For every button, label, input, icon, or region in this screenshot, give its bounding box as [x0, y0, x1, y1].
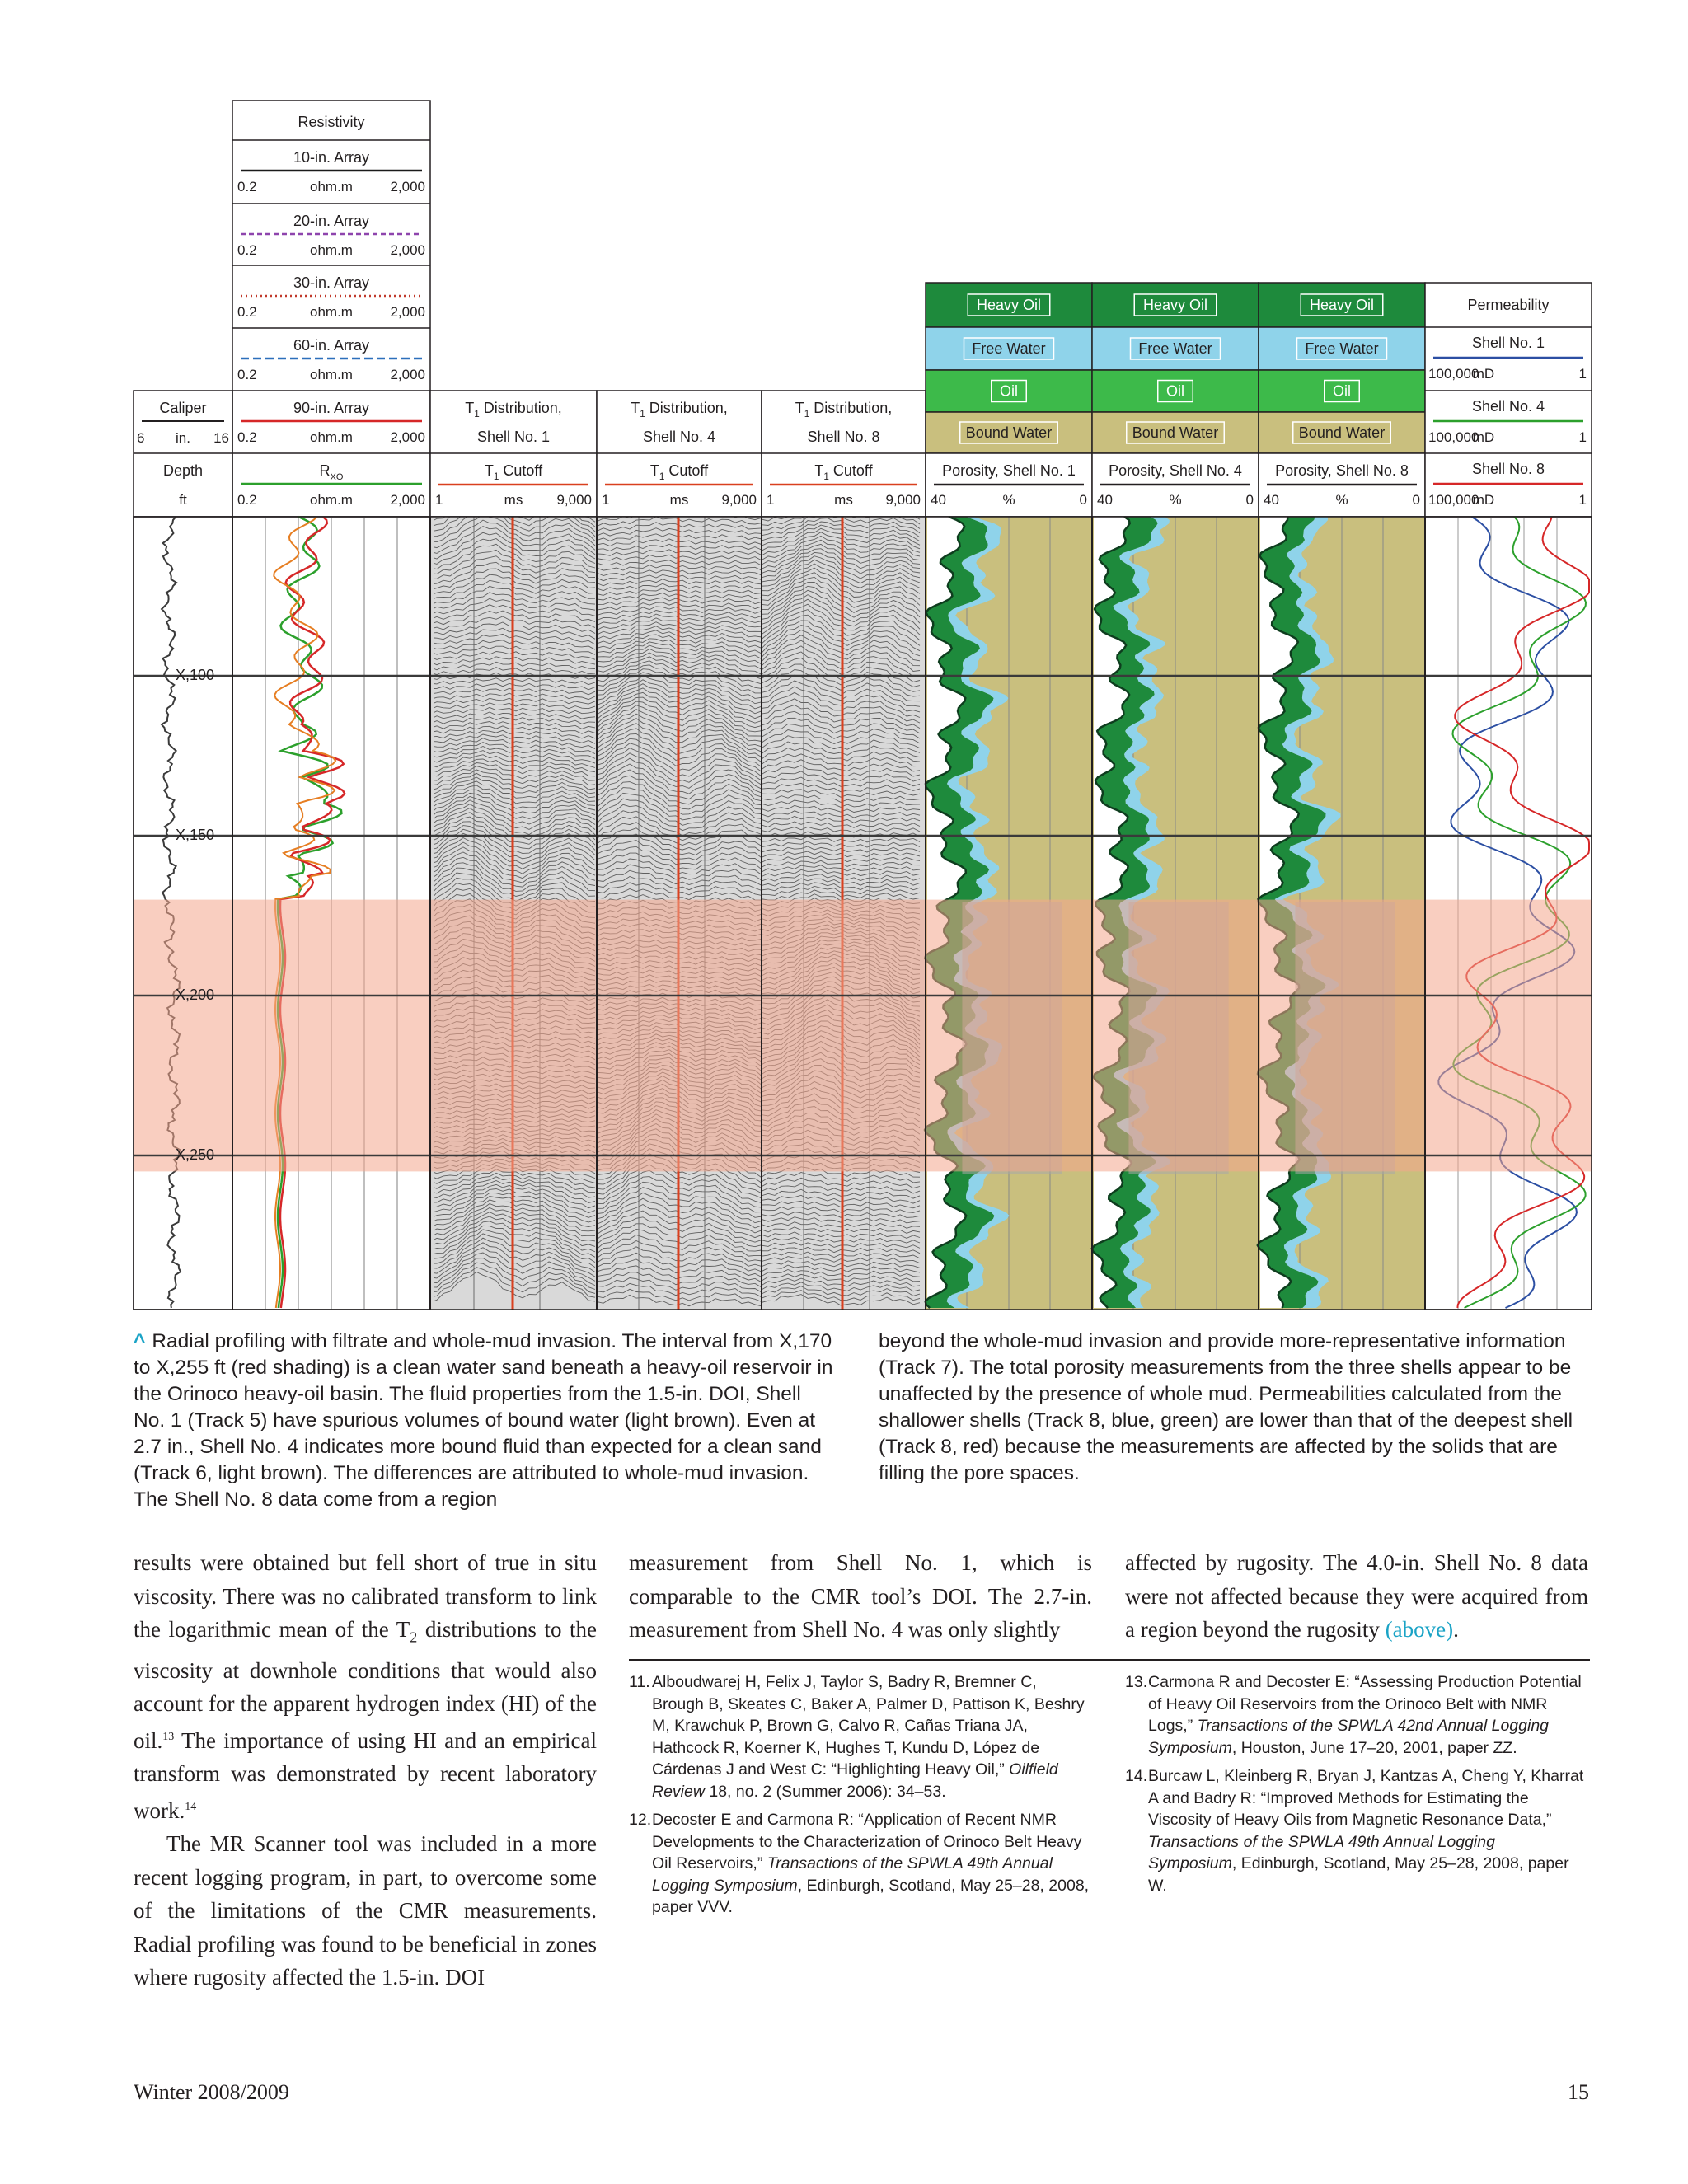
scale-min: 6	[137, 430, 145, 446]
porosity-label: Porosity, Shell No. 8	[1275, 462, 1409, 479]
scale-min: 0.2	[237, 429, 257, 445]
scale-min: 40	[931, 492, 946, 508]
reference-number: 13.	[1125, 1673, 1148, 1691]
fluid-legend-label: Oil	[1000, 382, 1018, 400]
water-sand-shading	[134, 900, 1592, 1172]
page-number: 15	[1568, 2080, 1589, 2104]
scale-min: 100,000	[1428, 492, 1479, 508]
body-paragraph-4: affected by rugosity. The 4.0-in. Shell No. 8 data were not affected because they were acquired from a region beyond the rugosity (above).	[1125, 1550, 1588, 1642]
depth-unit: ft	[179, 492, 187, 508]
scale-min: 0.2	[237, 179, 257, 194]
above-link[interactable]: (above)	[1385, 1617, 1454, 1642]
scale-unit: ohm.m	[310, 492, 353, 508]
curve-label: 20-in. Array	[293, 213, 370, 229]
reference-text: Burcaw L, Kleinberg R, Bryan J, Kantzas A, Cheng Y, Kharrat A and Badry R: “Improved Methods for Estimating the Viscosity of Heavy Oils from Magnetic Resonance Data,” Transactions of the SPWLA 49th Annual Logging Symposium, Edinburgh, Scotland, May 25–28, 2008, paper W.	[1148, 1767, 1584, 1895]
t1-shell: Shell No. 1	[476, 429, 551, 445]
reference-item	[629, 1809, 1090, 1919]
scale-unit: mD	[1472, 366, 1495, 382]
scale-min: 0.2	[237, 242, 257, 258]
caret-up-icon: ^	[134, 1330, 146, 1352]
caliper-label: Caliper	[159, 400, 207, 416]
fluid-legend-label: Bound Water	[1132, 424, 1219, 441]
scale-min: 100,000	[1428, 429, 1479, 445]
scale-max: 1	[1578, 366, 1587, 382]
scale-unit: ohm.m	[310, 367, 353, 382]
body-column-2	[629, 1546, 1092, 1647]
body-paragraph-3: measurement from Shell No. 1, which is comparable to the CMR tool’s DOI. The 2.7-in. measurement from Shell No. 4 was only slightly	[629, 1550, 1092, 1642]
scale-min: 0.2	[237, 492, 257, 508]
scale-max: 2,000	[390, 492, 425, 508]
porosity-label: Porosity, Shell No. 4	[1109, 462, 1242, 479]
scale-unit: ms	[834, 492, 853, 508]
t1-cutoff-label: $T_1$ Cutoff	[649, 462, 709, 482]
perm-shell-label: Shell No. 4	[1471, 398, 1545, 415]
body-column-1	[134, 1546, 597, 1994]
reference-number: 12.	[629, 1811, 652, 1829]
scale-max: 1	[1578, 429, 1587, 445]
figure-caption-left	[134, 1329, 836, 1513]
curve-label: 60-in. Array	[293, 337, 370, 354]
fluid-legend-label: Heavy Oil	[1142, 297, 1208, 313]
scale-min: 100,000	[1428, 366, 1479, 382]
perm-shell-label: Shell No. 8	[1471, 461, 1545, 477]
curve-label: 90-in. Array	[293, 400, 370, 416]
fluid-legend-label: Free Water	[972, 340, 1046, 357]
depth-label: Depth	[162, 462, 204, 479]
issue-label: Winter 2008/2009	[134, 2080, 289, 2104]
scale-unit: ms	[669, 492, 689, 508]
scale-max: 16	[213, 430, 229, 446]
reference-number: 11.	[629, 1673, 650, 1691]
scale-unit: %	[1002, 492, 1015, 508]
references-column-right	[1125, 1671, 1587, 1903]
scale-unit: mD	[1472, 429, 1495, 445]
t1-shell: Shell No. 4	[642, 429, 716, 445]
perm-shell-label: Shell No. 1	[1471, 335, 1545, 351]
fluid-legend-label: Bound Water	[965, 424, 1053, 441]
scale-unit: ohm.m	[310, 179, 353, 194]
curve-label: 30-in. Array	[293, 274, 370, 291]
fluid-legend-label: Free Water	[1305, 340, 1379, 357]
curve-label-rxo: $R_{XO}$	[319, 462, 344, 482]
t1-cutoff-label: $T_1$ Cutoff	[814, 462, 873, 482]
t1-cutoff-label: $T_1$ Cutoff	[484, 462, 543, 482]
reference-item	[1125, 1671, 1587, 1759]
reference-item	[629, 1671, 1090, 1802]
resistivity-title: Resistivity	[298, 114, 365, 130]
fluid-legend-label: Heavy Oil	[1309, 297, 1375, 313]
scale-max: 2,000	[390, 242, 425, 258]
scale-min: 1	[435, 492, 443, 508]
body-column-3	[1125, 1546, 1588, 1647]
fluid-legend-label: Oil	[1333, 382, 1351, 400]
scale-unit: mD	[1472, 492, 1495, 508]
scale-min: 1	[767, 492, 775, 508]
scale-unit: ohm.m	[310, 242, 353, 258]
reference-item	[1125, 1765, 1587, 1896]
scale-unit: %	[1335, 492, 1348, 508]
permeability-title: Permeability	[1467, 297, 1550, 313]
reference-text: Carmona R and Decoster E: “Assessing Production Potential of Heavy Oil Reservoirs from the Orinoco Belt with NMR Logs,” Transactions of the SPWLA 42nd Annual Logging Symposium, Houston, June 17–20, 2001, paper ZZ.	[1148, 1673, 1582, 1757]
scale-min: 1	[602, 492, 610, 508]
body-paragraph-1: results were obtained but fell short of true in situ viscosity. There was no calibrated transform to link the logarithmic mean of the $T_2$ distributions to the viscosity at downhole conditions that would also account for the apparent hydrogen index (HI) of the oil.$^{13}$ The importance of using HI and an empirical transform was demonstrated by recent laboratory work.$^{14}$	[134, 1550, 598, 1823]
scale-unit: ohm.m	[310, 429, 353, 445]
scale-max: 0	[1079, 492, 1087, 508]
depth-tick-label: X,150	[176, 827, 215, 843]
reference-number: 14.	[1125, 1767, 1148, 1785]
reference-text: Decoster E and Carmona R: “Application of Recent NMR Developments to the Characterization of Orinoco Belt Heavy Oil Reservoirs,” Transactions of the SPWLA 49th Annual Logging Symposium, Edinburgh, Scotland, May 25–28, 2008, paper VVV.	[652, 1811, 1090, 1916]
scale-max: 1	[1578, 492, 1587, 508]
fluid-legend-label: Free Water	[1138, 340, 1212, 357]
fluid-legend-label: Bound Water	[1298, 424, 1386, 441]
scale-max: 2,000	[390, 179, 425, 194]
t1-title: $T_1$ Distribution,	[631, 400, 728, 419]
scale-min: 40	[1097, 492, 1113, 508]
references-rule	[629, 1659, 1590, 1661]
scale-max: 9,000	[721, 492, 757, 508]
scale-max: 9,000	[556, 492, 592, 508]
scale-unit: %	[1169, 492, 1182, 508]
scale-unit: ohm.m	[310, 304, 353, 320]
figure-caption-right	[879, 1329, 1604, 1487]
fluid-legend-label: Heavy Oil	[976, 297, 1042, 313]
t1-title: $T_1$ Distribution,	[465, 400, 562, 419]
depth-tick-label: X,100	[176, 667, 215, 683]
curve-label: 10-in. Array	[293, 149, 370, 166]
scale-max: 2,000	[390, 304, 425, 320]
scale-max: 0	[1412, 492, 1420, 508]
scale-min: 0.2	[237, 304, 257, 320]
scale-max: 2,000	[390, 367, 425, 382]
caption-left-text: Radial profiling with filtrate and whole-mud invasion. The interval from X,170 to X,255 ft (red shading) is a clean water sand beneath a heavy-oil reservoir in the Orinoco heavy-oil basin. The fluid properties from the 1.5-in. DOI, Shell No. 1 (Track 5) have spurious volumes of bound water (light brown). Even at 2.7 in., Shell No. 4 indicates more bound fluid than expected for a clean sand (Track 6, light brown). The differences are attributed to whole-mud invasion. The Shell No. 8 data come from a region	[134, 1330, 833, 1511]
scale-max: 2,000	[390, 429, 425, 445]
scale-max: 0	[1245, 492, 1254, 508]
t1-shell: Shell No. 8	[807, 429, 880, 445]
scale-unit: ms	[504, 492, 523, 508]
scale-min: 40	[1264, 492, 1279, 508]
references-column-left	[629, 1671, 1090, 1925]
fluid-legend-label: Oil	[1166, 382, 1184, 400]
reference-text: Alboudwarej H, Felix J, Taylor S, Badry R, Bremner C, Brough B, Skeates C, Baker A, Palmer D, Pattison K, Beshry M, Krawchuk P, Brown G, Calvo R, Cañas Triana JA, Hathcock R, Koerner K, Hughes T, Kundu D, López de Cárdenas J and West C: “Highlighting Heavy Oil,” Oilfield Review 18, no. 2 (Summer 2006): 34–53.	[652, 1673, 1085, 1801]
body-paragraph-2: The MR Scanner tool was included in a more recent logging program, in part, to overcome some of the limitations of the CMR measurements. Radial profiling was found to be beneficial in zones where rugosity affected the 1.5-in. DOI	[134, 1831, 597, 1990]
scale-min: 0.2	[237, 367, 257, 382]
depth-tick-label: X,250	[176, 1146, 215, 1163]
scale-unit: in.	[176, 430, 190, 446]
scale-max: 9,000	[885, 492, 921, 508]
porosity-label: Porosity, Shell No. 1	[942, 462, 1076, 479]
depth-tick-label: X,200	[176, 987, 215, 1003]
caption-right-text: beyond the whole-mud invasion and provide more-representative information (Track 7). The total porosity measurements from the three shells appear to be unaffected by the presence of whole mud. Permeabilities calculated from the shallower shells (Track 8, blue, green) are lower than that of the deepest shell (Track 8, red) because the measurements are affected by the solids that are filling the pore spaces.	[879, 1330, 1573, 1484]
t1-title: $T_1$ Distribution,	[795, 400, 893, 419]
